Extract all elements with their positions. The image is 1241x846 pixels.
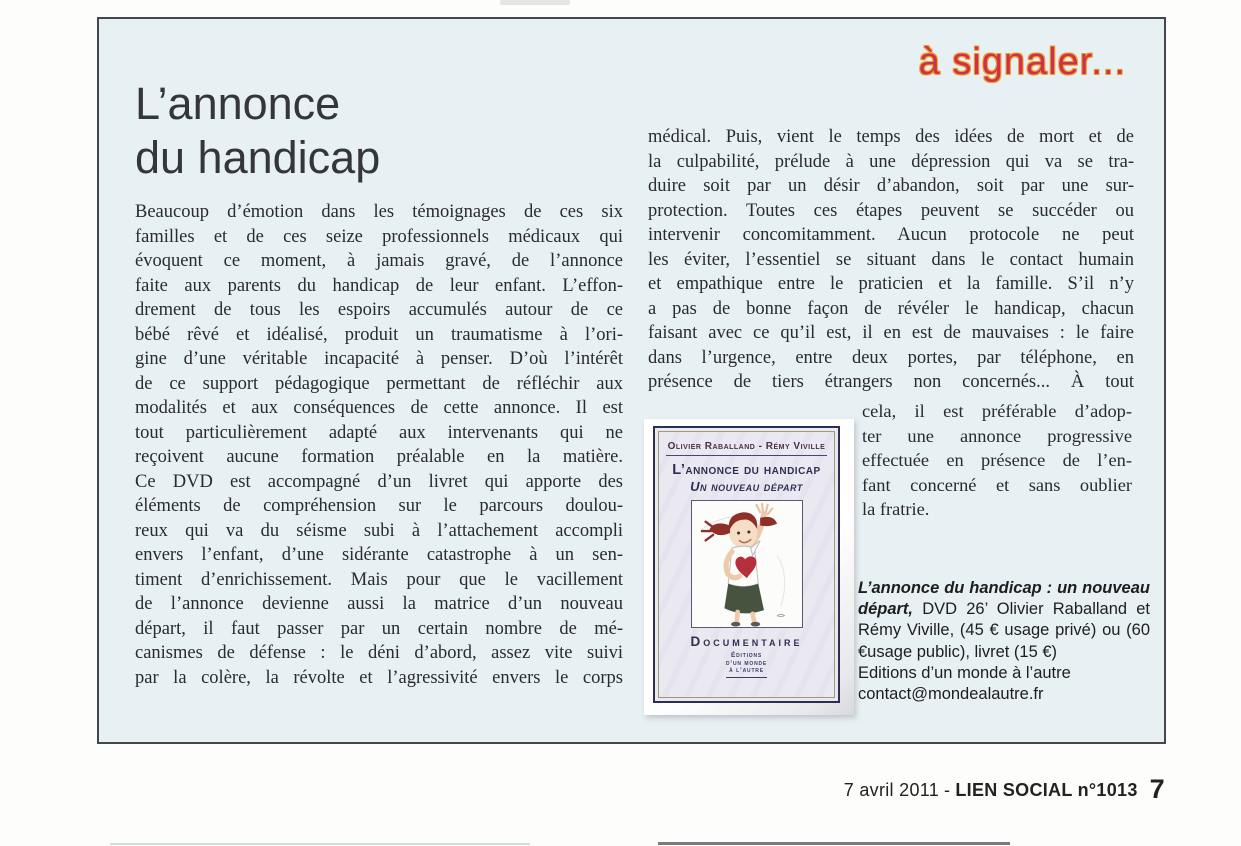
text-line: canismes de défense : le déni d’abord, assez vite suivi <box>135 643 623 663</box>
text-line: éléments de compréhension sur le parcours doulou- <box>135 496 623 516</box>
text-line: dans l’urgence, entre deux portes, par téléphone, en <box>648 347 1134 368</box>
caption-details: DVD 26’ Olivier Raballand et Rémy Viville, (45 € usage privé) ou (60 €usage public), livret (15 €) <box>858 600 1150 661</box>
dvd-publisher-line: Éditions <box>730 652 762 659</box>
dvd-caption <box>858 578 1150 705</box>
text-line: reçoivent aucune formation préalable en la matière. <box>135 447 623 467</box>
caption-publisher: Editions d’un monde à l’autre <box>858 663 1071 682</box>
dvd-genre: Documentaire <box>690 634 803 649</box>
dvd-authors: Olivier Raballand - Rémy Viville <box>667 441 826 452</box>
text-line: modalités et aux conséquences de cette annonce. Il est <box>135 398 623 418</box>
article-column-right-wrap <box>862 399 1132 522</box>
dvd-publisher-line: à l’autre <box>729 667 764 674</box>
caption-paragraph <box>858 578 1150 663</box>
footer-date: 7 avril 2011 <box>843 780 940 800</box>
text-line: familles et de ces seize professionnels médicaux qui <box>135 226 623 247</box>
article-panel <box>97 17 1166 744</box>
text-line: faite aux parents du handicap de leur enfant. L’effon- <box>135 275 623 296</box>
text-line: les éviter, l’essentiel se situant dans le contact humain <box>648 249 1134 270</box>
text-line: et empathique entre le praticien et la famille. S’il n’y <box>648 274 1134 294</box>
scan-artifact <box>110 843 530 845</box>
dvd-cover-inner-frame <box>658 431 835 698</box>
dvd-cover-outer-frame <box>653 426 840 703</box>
dvd-cover-image <box>644 419 854 715</box>
text-line: bébé rêvé et idéalisé, produit un traumatisme à l’ori- <box>135 324 623 345</box>
text-line: Ce DVD est accompagné d’un livret qui apporte des <box>135 471 623 492</box>
text-line: protection. Toutes ces étapes peuvent se succéder ou <box>648 200 1134 221</box>
text-line: Beaucoup d’émotion dans les témoignages de ces six <box>135 202 623 222</box>
text-line: drement de tous les espoirs accumulés autour de ce <box>135 300 623 320</box>
text-line: tout particulièrement adapté aux intervenants qui ne <box>135 422 623 443</box>
dvd-publisher-logo <box>726 652 767 678</box>
article-column-left <box>135 200 623 690</box>
child-illustration <box>691 500 803 628</box>
caption-title: L’annonce du handicap : un nouveau départ, <box>858 579 1150 619</box>
footer-separator: - <box>944 780 951 800</box>
text-line: départ, il faut passer par un certain nombre de mé- <box>135 618 623 639</box>
text-line: la fratrie. <box>862 499 930 519</box>
page-footer <box>844 774 1165 805</box>
article-title <box>135 77 380 185</box>
text-line: effectuée en présence de l’en- <box>862 450 1132 470</box>
text-line: gine d’une véritable incapacité à penser. D’où l’intérêt <box>135 349 623 369</box>
article-column-right <box>648 125 1134 395</box>
text-line: présence de tiers étrangers non concernés... À tout <box>648 372 1134 392</box>
scan-artifact <box>500 0 570 5</box>
text-line: a pas de bonne façon de révéler le handicap, chacun <box>648 298 1134 319</box>
article-title-line-1: L’annonce <box>135 78 341 129</box>
text-line: de l’annonce devienne aussi la matrice d’un nouveau <box>135 594 623 614</box>
text-line: timent d’enrichissement. Mais pour que le vacillement <box>135 569 623 590</box>
scan-artifact <box>658 842 1010 845</box>
footer-page-number: 7 <box>1149 774 1165 804</box>
text-line: intervenir concomitamment. Aucun protocole ne peut <box>648 225 1134 245</box>
text-line: duire soit par un désir d’abandon, soit par une sur- <box>648 176 1134 196</box>
text-line: par la colère, la révolte et l’agressivité envers le corps <box>135 667 623 688</box>
dvd-subtitle: Un nouveau départ <box>690 479 803 494</box>
dvd-title: L’annonce du handicap <box>672 462 821 478</box>
text-line: cela, il est préférable d’adop- <box>862 401 1132 421</box>
footer-magazine: LIEN SOCIAL n°1013 <box>955 780 1138 800</box>
section-label: à signaler... <box>918 41 1126 83</box>
text-line: évoquent ce moment, à jamais gravé, de l’annonce <box>135 251 623 271</box>
text-line: la culpabilité, prélude à une dépression qui va se tra- <box>648 151 1134 172</box>
caption-contact: contact@mondealautre.fr <box>858 685 1044 704</box>
text-line: ter une annonce progressive <box>862 425 1132 446</box>
text-line: médical. Puis, vient le temps des idées de mort et de <box>648 127 1134 147</box>
text-line: envers l’enfant, d’une sidérante catastrophe à un sen- <box>135 545 623 565</box>
dvd-rule <box>666 455 827 456</box>
text-line: faisant avec ce qu’il est, il en est de mauvaises : le faire <box>648 323 1134 343</box>
dvd-publisher-line: d’un monde <box>725 659 768 667</box>
article-title-line-2: du handicap <box>135 132 381 183</box>
text-line: fant concerné et sans oublier <box>862 474 1132 495</box>
text-line: de ce support pédagogique permettant de réfléchir aux <box>135 373 623 394</box>
text-line: reux qui va du séisme subi à l’attachement accompli <box>135 520 623 541</box>
